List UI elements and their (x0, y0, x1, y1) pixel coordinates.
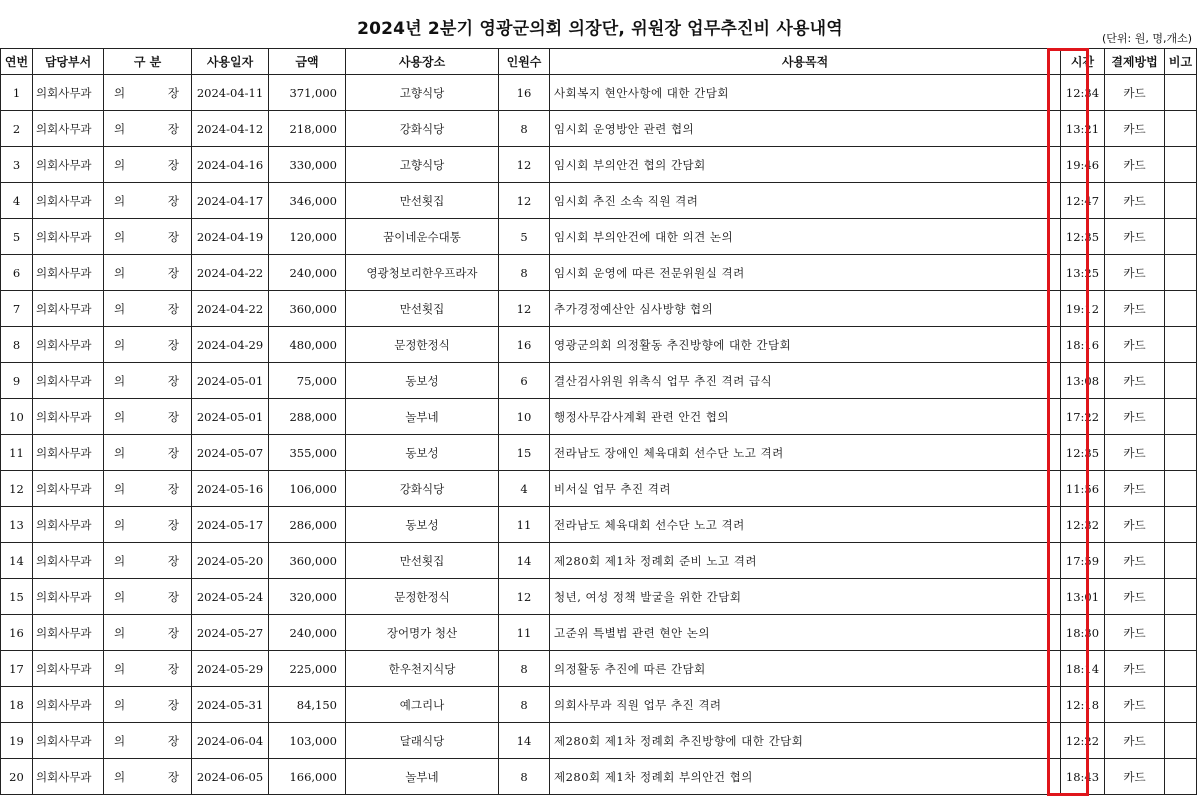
cell-no: 5 (1, 219, 33, 255)
cell-dept: 의회사무과 (33, 615, 104, 651)
cell-time: 13:01 (1061, 579, 1105, 615)
cell-gubun-part: 의 (114, 373, 126, 388)
cell-gubun (104, 147, 192, 183)
cell-amount: 240,000 (269, 255, 346, 291)
cell-note (1165, 687, 1197, 723)
cell-gubun-part: 장 (167, 121, 179, 136)
cell-gubun (104, 579, 192, 615)
cell-gubun-part: 의 (114, 733, 126, 748)
cell-purpose: 의정활동 추진에 따른 간담회 (550, 651, 1061, 687)
header-purpose: 사용목적 (550, 49, 1061, 75)
cell-amount: 480,000 (269, 327, 346, 363)
cell-gubun-part: 의 (114, 157, 126, 172)
cell-purpose: 임시회 운영방안 관련 협의 (550, 111, 1061, 147)
cell-time: 12:47 (1061, 183, 1105, 219)
cell-note (1165, 615, 1197, 651)
cell-place: 고향식당 (346, 75, 499, 111)
cell-date: 2024-04-17 (192, 183, 269, 219)
table-row (1, 543, 1197, 579)
cell-dept: 의회사무과 (33, 75, 104, 111)
cell-time: 12:32 (1061, 507, 1105, 543)
cell-amount: 120,000 (269, 219, 346, 255)
cell-time: 12:18 (1061, 687, 1105, 723)
cell-payment: 카드 (1105, 291, 1165, 327)
cell-note (1165, 255, 1197, 291)
header-date: 사용일자 (192, 49, 269, 75)
cell-gubun-part: 의 (114, 517, 126, 532)
cell-payment: 카드 (1105, 147, 1165, 183)
cell-gubun-part: 의 (114, 553, 126, 568)
table-row (1, 507, 1197, 543)
cell-dept: 의회사무과 (33, 687, 104, 723)
table-row (1, 111, 1197, 147)
cell-dept: 의회사무과 (33, 147, 104, 183)
cell-purpose: 제280회 제1차 정례회 준비 노고 격려 (550, 543, 1061, 579)
cell-no: 10 (1, 399, 33, 435)
cell-place: 동보성 (346, 507, 499, 543)
cell-gubun-part: 의 (114, 301, 126, 316)
cell-purpose: 임시회 추진 소속 직원 격려 (550, 183, 1061, 219)
header-amount: 금액 (269, 49, 346, 75)
cell-date: 2024-05-17 (192, 507, 269, 543)
cell-gubun (104, 183, 192, 219)
cell-place: 고향식당 (346, 147, 499, 183)
cell-gubun-part: 의 (114, 661, 126, 676)
cell-amount: 330,000 (269, 147, 346, 183)
cell-note (1165, 435, 1197, 471)
cell-dept: 의회사무과 (33, 255, 104, 291)
cell-people: 8 (499, 651, 550, 687)
cell-amount: 360,000 (269, 543, 346, 579)
cell-date: 2024-06-05 (192, 759, 269, 795)
cell-purpose: 제280회 제1차 정례회 부의안건 협의 (550, 759, 1061, 795)
cell-dept: 의회사무과 (33, 219, 104, 255)
table-row (1, 75, 1197, 111)
cell-gubun-part: 의 (114, 265, 126, 280)
cell-amount: 84,150 (269, 687, 346, 723)
cell-purpose: 임시회 부의안건 협의 간담회 (550, 147, 1061, 183)
cell-people: 15 (499, 435, 550, 471)
cell-date: 2024-05-20 (192, 543, 269, 579)
cell-gubun-part: 장 (167, 157, 179, 172)
cell-note (1165, 651, 1197, 687)
cell-dept: 의회사무과 (33, 579, 104, 615)
cell-no: 9 (1, 363, 33, 399)
cell-place: 강화식당 (346, 111, 499, 147)
cell-time: 19:12 (1061, 291, 1105, 327)
cell-payment: 카드 (1105, 579, 1165, 615)
cell-note (1165, 399, 1197, 435)
cell-place: 문정한정식 (346, 327, 499, 363)
cell-place: 장어명가 청산 (346, 615, 499, 651)
cell-amount: 240,000 (269, 615, 346, 651)
cell-time: 17:59 (1061, 543, 1105, 579)
cell-date: 2024-04-19 (192, 219, 269, 255)
cell-dept: 의회사무과 (33, 507, 104, 543)
cell-dept: 의회사무과 (33, 471, 104, 507)
cell-dept: 의회사무과 (33, 363, 104, 399)
cell-gubun-part: 장 (167, 85, 179, 100)
cell-dept: 의회사무과 (33, 291, 104, 327)
cell-people: 12 (499, 579, 550, 615)
cell-date: 2024-05-27 (192, 615, 269, 651)
table-row (1, 183, 1197, 219)
cell-amount: 346,000 (269, 183, 346, 219)
cell-date: 2024-05-29 (192, 651, 269, 687)
cell-people: 12 (499, 291, 550, 327)
cell-no: 15 (1, 579, 33, 615)
cell-gubun-part: 의 (114, 445, 126, 460)
cell-gubun-part: 장 (167, 193, 179, 208)
cell-gubun-part: 장 (167, 661, 179, 676)
cell-no: 3 (1, 147, 33, 183)
cell-gubun-part: 장 (167, 229, 179, 244)
cell-people: 12 (499, 183, 550, 219)
cell-people: 14 (499, 543, 550, 579)
cell-payment: 카드 (1105, 111, 1165, 147)
cell-place: 한우천지식당 (346, 651, 499, 687)
cell-no: 18 (1, 687, 33, 723)
cell-amount: 286,000 (269, 507, 346, 543)
header-gubun: 구 분 (104, 49, 192, 75)
cell-no: 14 (1, 543, 33, 579)
cell-no: 8 (1, 327, 33, 363)
cell-dept: 의회사무과 (33, 435, 104, 471)
cell-purpose: 전라남도 체육대회 선수단 노고 격려 (550, 507, 1061, 543)
cell-payment: 카드 (1105, 255, 1165, 291)
cell-no: 1 (1, 75, 33, 111)
cell-gubun-part: 장 (167, 769, 179, 784)
cell-purpose: 결산검사위원 위촉식 업무 추진 격려 급식 (550, 363, 1061, 399)
cell-gubun-part: 장 (167, 589, 179, 604)
cell-gubun-part: 의 (114, 193, 126, 208)
cell-gubun (104, 255, 192, 291)
cell-date: 2024-04-22 (192, 255, 269, 291)
header-time: 시간 (1061, 49, 1105, 75)
cell-dept: 의회사무과 (33, 327, 104, 363)
cell-people: 16 (499, 327, 550, 363)
table-row (1, 759, 1197, 795)
cell-amount: 218,000 (269, 111, 346, 147)
cell-no: 2 (1, 111, 33, 147)
cell-gubun (104, 435, 192, 471)
cell-payment: 카드 (1105, 363, 1165, 399)
cell-payment: 카드 (1105, 435, 1165, 471)
cell-time: 11:56 (1061, 471, 1105, 507)
cell-gubun-part: 의 (114, 625, 126, 640)
table-row (1, 327, 1197, 363)
table-row (1, 399, 1197, 435)
table-row (1, 363, 1197, 399)
cell-amount: 360,000 (269, 291, 346, 327)
cell-note (1165, 579, 1197, 615)
cell-gubun-part: 의 (114, 697, 126, 712)
cell-payment: 카드 (1105, 687, 1165, 723)
table-row (1, 651, 1197, 687)
cell-purpose: 사회복지 현안사항에 대한 간담회 (550, 75, 1061, 111)
cell-dept: 의회사무과 (33, 723, 104, 759)
cell-purpose: 행정사무감사계획 관련 안건 협의 (550, 399, 1061, 435)
cell-no: 13 (1, 507, 33, 543)
cell-place: 문정한정식 (346, 579, 499, 615)
cell-note (1165, 75, 1197, 111)
cell-date: 2024-05-16 (192, 471, 269, 507)
cell-purpose: 영광군의회 의정활동 추진방향에 대한 간담회 (550, 327, 1061, 363)
cell-amount: 106,000 (269, 471, 346, 507)
cell-gubun-part: 의 (114, 121, 126, 136)
cell-people: 5 (499, 219, 550, 255)
cell-amount: 320,000 (269, 579, 346, 615)
cell-gubun-part: 의 (114, 229, 126, 244)
cell-people: 11 (499, 507, 550, 543)
cell-payment: 카드 (1105, 615, 1165, 651)
cell-time: 18:30 (1061, 615, 1105, 651)
cell-gubun (104, 615, 192, 651)
cell-date: 2024-04-11 (192, 75, 269, 111)
cell-payment: 카드 (1105, 327, 1165, 363)
cell-note (1165, 183, 1197, 219)
cell-time: 12:22 (1061, 723, 1105, 759)
cell-gubun-part: 장 (167, 373, 179, 388)
cell-time: 18:14 (1061, 651, 1105, 687)
cell-time: 17:22 (1061, 399, 1105, 435)
cell-payment: 카드 (1105, 507, 1165, 543)
cell-note (1165, 327, 1197, 363)
cell-dept: 의회사무과 (33, 399, 104, 435)
cell-time: 13:21 (1061, 111, 1105, 147)
table-row (1, 255, 1197, 291)
cell-gubun-part: 장 (167, 409, 179, 424)
cell-note (1165, 507, 1197, 543)
cell-place: 예그리나 (346, 687, 499, 723)
cell-payment: 카드 (1105, 651, 1165, 687)
cell-people: 4 (499, 471, 550, 507)
cell-date: 2024-05-01 (192, 399, 269, 435)
cell-people: 8 (499, 255, 550, 291)
cell-people: 14 (499, 723, 550, 759)
cell-note (1165, 147, 1197, 183)
cell-note (1165, 543, 1197, 579)
cell-gubun-part: 의 (114, 85, 126, 100)
cell-date: 2024-04-29 (192, 327, 269, 363)
cell-date: 2024-04-22 (192, 291, 269, 327)
cell-gubun (104, 651, 192, 687)
cell-payment: 카드 (1105, 219, 1165, 255)
cell-gubun-part: 장 (167, 697, 179, 712)
cell-purpose: 임시회 부의안건에 대한 의견 논의 (550, 219, 1061, 255)
cell-gubun (104, 507, 192, 543)
cell-gubun-part: 장 (167, 445, 179, 460)
cell-amount: 355,000 (269, 435, 346, 471)
cell-no: 20 (1, 759, 33, 795)
cell-payment: 카드 (1105, 399, 1165, 435)
cell-no: 17 (1, 651, 33, 687)
cell-gubun (104, 399, 192, 435)
cell-gubun-part: 의 (114, 337, 126, 352)
table-row (1, 147, 1197, 183)
cell-time: 18:43 (1061, 759, 1105, 795)
cell-payment: 카드 (1105, 759, 1165, 795)
cell-gubun (104, 219, 192, 255)
cell-people: 11 (499, 615, 550, 651)
header-dept: 담당부서 (33, 49, 104, 75)
cell-purpose: 추가경정예산안 심사방향 협의 (550, 291, 1061, 327)
cell-no: 11 (1, 435, 33, 471)
cell-time: 12:34 (1061, 75, 1105, 111)
cell-purpose: 제280회 제1차 정례회 추진방향에 대한 간담회 (550, 723, 1061, 759)
cell-gubun (104, 75, 192, 111)
cell-gubun (104, 111, 192, 147)
cell-dept: 의회사무과 (33, 651, 104, 687)
cell-time: 12:35 (1061, 219, 1105, 255)
header-place: 사용장소 (346, 49, 499, 75)
cell-purpose: 비서실 업무 추진 격려 (550, 471, 1061, 507)
cell-payment: 카드 (1105, 723, 1165, 759)
cell-place: 동보성 (346, 363, 499, 399)
header-people: 인원수 (499, 49, 550, 75)
cell-gubun-part: 장 (167, 481, 179, 496)
cell-payment: 카드 (1105, 471, 1165, 507)
cell-gubun-part: 장 (167, 265, 179, 280)
cell-people: 8 (499, 111, 550, 147)
cell-gubun (104, 687, 192, 723)
cell-people: 8 (499, 687, 550, 723)
cell-people: 8 (499, 759, 550, 795)
cell-date: 2024-04-12 (192, 111, 269, 147)
cell-gubun (104, 723, 192, 759)
cell-no: 7 (1, 291, 33, 327)
cell-gubun (104, 363, 192, 399)
table-row (1, 723, 1197, 759)
cell-no: 19 (1, 723, 33, 759)
cell-no: 16 (1, 615, 33, 651)
cell-date: 2024-05-07 (192, 435, 269, 471)
cell-date: 2024-05-01 (192, 363, 269, 399)
cell-dept: 의회사무과 (33, 759, 104, 795)
cell-dept: 의회사무과 (33, 111, 104, 147)
cell-gubun-part: 장 (167, 733, 179, 748)
cell-place: 영광청보리한우프라자 (346, 255, 499, 291)
cell-people: 16 (499, 75, 550, 111)
table-header-row (1, 49, 1197, 75)
cell-time: 19:46 (1061, 147, 1105, 183)
header-no: 연번 (1, 49, 33, 75)
table-row (1, 219, 1197, 255)
cell-people: 12 (499, 147, 550, 183)
cell-purpose: 전라남도 장애인 체육대회 선수단 노고 격려 (550, 435, 1061, 471)
cell-gubun-part: 의 (114, 769, 126, 784)
cell-note (1165, 759, 1197, 795)
cell-time: 18:16 (1061, 327, 1105, 363)
cell-purpose: 임시회 운영에 따른 전문위원실 격려 (550, 255, 1061, 291)
table-row (1, 435, 1197, 471)
header-note: 비고 (1165, 49, 1197, 75)
unit-note: (단위: 원, 명,개소) (1101, 32, 1192, 45)
document-title: 2024년 2분기 영광군의회 의장단, 위원장 업무추진비 사용내역 (357, 19, 843, 39)
cell-gubun-part: 의 (114, 589, 126, 604)
cell-date: 2024-04-16 (192, 147, 269, 183)
cell-place: 달래식당 (346, 723, 499, 759)
cell-gubun-part: 의 (114, 481, 126, 496)
cell-amount: 166,000 (269, 759, 346, 795)
cell-gubun-part: 장 (167, 301, 179, 316)
cell-no: 12 (1, 471, 33, 507)
cell-payment: 카드 (1105, 543, 1165, 579)
cell-no: 6 (1, 255, 33, 291)
cell-purpose: 의회사무과 직원 업무 추진 격려 (550, 687, 1061, 723)
table-row (1, 687, 1197, 723)
cell-gubun (104, 543, 192, 579)
cell-payment: 카드 (1105, 183, 1165, 219)
cell-note (1165, 219, 1197, 255)
table-row (1, 291, 1197, 327)
cell-time: 13:08 (1061, 363, 1105, 399)
expense-table (0, 48, 1197, 795)
cell-note (1165, 363, 1197, 399)
cell-gubun-part: 장 (167, 337, 179, 352)
cell-place: 만선횟집 (346, 183, 499, 219)
cell-purpose: 청년, 여성 정책 발굴을 위한 간담회 (550, 579, 1061, 615)
cell-gubun (104, 759, 192, 795)
cell-gubun-part: 장 (167, 517, 179, 532)
cell-place: 놀부네 (346, 399, 499, 435)
cell-note (1165, 291, 1197, 327)
cell-dept: 의회사무과 (33, 543, 104, 579)
table-row (1, 579, 1197, 615)
cell-no: 4 (1, 183, 33, 219)
cell-place: 꿈이네운수대통 (346, 219, 499, 255)
header-payment: 결제방법 (1105, 49, 1165, 75)
table-row (1, 615, 1197, 651)
cell-amount: 75,000 (269, 363, 346, 399)
cell-amount: 103,000 (269, 723, 346, 759)
cell-place: 놀부네 (346, 759, 499, 795)
cell-people: 6 (499, 363, 550, 399)
cell-place: 동보성 (346, 435, 499, 471)
cell-gubun (104, 327, 192, 363)
cell-purpose: 고준위 특별법 관련 현안 논의 (550, 615, 1061, 651)
cell-gubun-part: 의 (114, 409, 126, 424)
cell-gubun-part: 장 (167, 553, 179, 568)
cell-date: 2024-05-31 (192, 687, 269, 723)
cell-place: 강화식당 (346, 471, 499, 507)
cell-note (1165, 111, 1197, 147)
cell-people: 10 (499, 399, 550, 435)
cell-dept: 의회사무과 (33, 183, 104, 219)
cell-note (1165, 723, 1197, 759)
cell-place: 만선횟집 (346, 543, 499, 579)
cell-amount: 288,000 (269, 399, 346, 435)
cell-date: 2024-06-04 (192, 723, 269, 759)
cell-place: 만선횟집 (346, 291, 499, 327)
cell-time: 13:25 (1061, 255, 1105, 291)
cell-note (1165, 471, 1197, 507)
cell-time: 12:35 (1061, 435, 1105, 471)
cell-payment: 카드 (1105, 75, 1165, 111)
table-row (1, 471, 1197, 507)
cell-gubun (104, 291, 192, 327)
cell-date: 2024-05-24 (192, 579, 269, 615)
cell-gubun-part: 장 (167, 625, 179, 640)
cell-amount: 371,000 (269, 75, 346, 111)
cell-amount: 225,000 (269, 651, 346, 687)
cell-gubun (104, 471, 192, 507)
